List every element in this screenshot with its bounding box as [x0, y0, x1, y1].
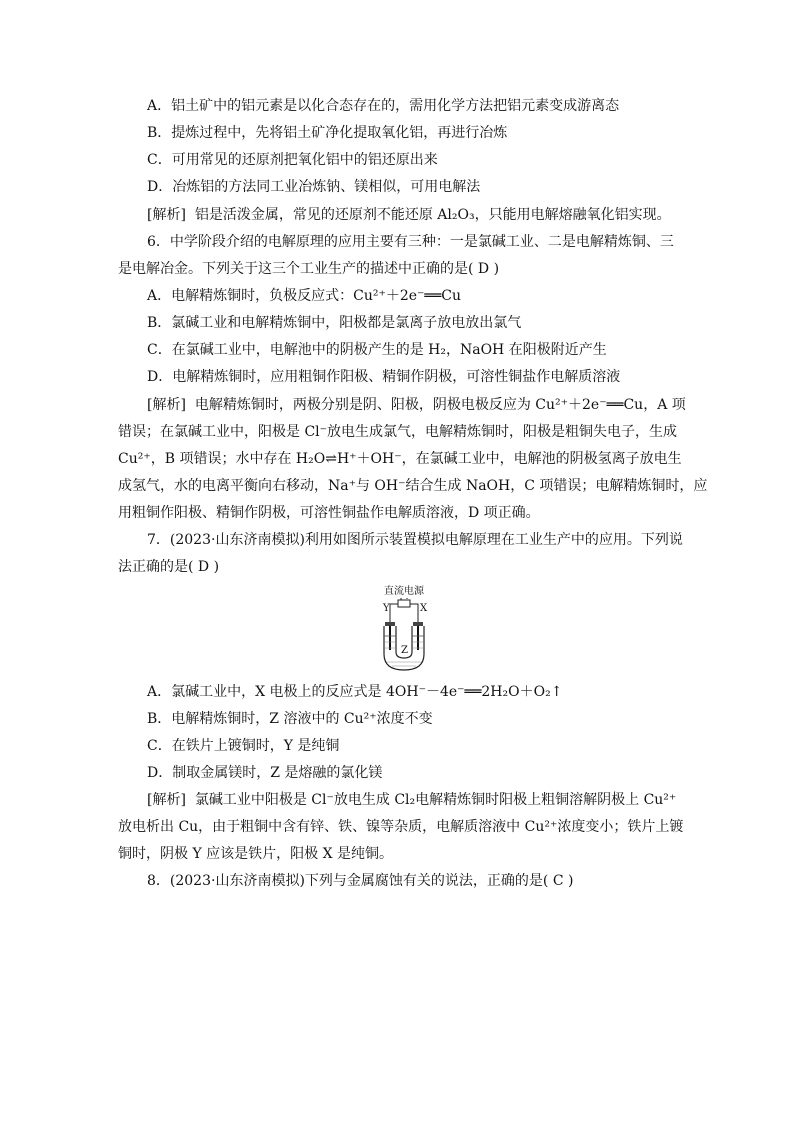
q6-stem-line-1: 6．中学阶段介绍的电解原理的应用主要有三种：一是氯碱工业、二是电解精炼铜、三 [147, 234, 674, 250]
q6-analysis-line-4: 成氢气，水的电离平衡向右移动，Na⁺与 OH⁻结合生成 NaOH，C 项错误；电解精炼铜时，应 [118, 478, 708, 494]
analysis-tag: [ 解析 ] [147, 792, 186, 808]
q7-option-b: B．电解精炼铜时，Z 溶液中的 Cu²⁺浓度不变 [147, 711, 433, 727]
q6-option-a: A．电解精炼铜时，负极反应式：Cu²⁺＋2e⁻══Cu [147, 288, 462, 304]
left-stopper [385, 622, 395, 626]
wire-right [410, 604, 418, 622]
q7-stem-line-2: 法正确的是( D ) [118, 559, 220, 575]
q6-analysis-line-2: 错误；在氯碱工业中，阳极是 Cl⁻放电生成氯气，电解精炼铜时，阳极是粗铜失电子，生成 [118, 424, 678, 440]
q5-option-d: D．冶炼铝的方法同工业冶炼钠、镁相似，可用电解法 [147, 179, 481, 195]
q7-option-d: D．制取金属镁时，Z 是熔融的氯化镁 [147, 765, 383, 781]
q7-analysis-line-2: 放电析出 Cu，由于粗铜中含有锌、铁、镍等杂质，电解质溶液中 Cu²⁺浓度变小；铁片上镀 [118, 819, 684, 835]
analysis-text: 氯碱工业中阳极是 Cl⁻放电生成 Cl₂电解精炼铜时阳极上粗铜溶解阴极上 Cu²⁺ [194, 792, 677, 808]
q7-option-c: C．在铁片上镀铜时，Y 是纯铜 [147, 738, 340, 754]
q8-stem: 8．(2023·山东济南模拟)下列与金属腐蚀有关的说法，正确的是( C ) [147, 873, 574, 889]
q6-analysis-line-5: 用粗铜作阳极、精铜作阴极，可溶性铜盐作电解质溶液，D 项正确。 [118, 505, 540, 521]
q5-option-c: C．可用常见的还原剂把氧化铝中的铝还原出来 [147, 152, 438, 168]
q7-analysis-line-1 [147, 791, 676, 809]
apparatus-diagram [360, 584, 448, 674]
analysis-text: 铝是活泼金属，常见的还原剂不能还原 Al₂O₃，只能用电解熔融氧化铝实现。 [194, 207, 671, 223]
q6-analysis-line-1 [147, 396, 686, 414]
power-source-label: 直流电源 [384, 586, 424, 597]
wire-left [390, 604, 398, 622]
electrode-y-label: Y [383, 603, 390, 614]
q6-option-b: B．氯碱工业和电解精炼铜中，阳极都是氯离子放电放出氯气 [147, 315, 522, 331]
power-source-icon [398, 600, 410, 607]
q7-option-a: A．氯碱工业中，X 电极上的反应式是 4OH⁻－4e⁻══2H₂O＋O₂↑ [147, 684, 563, 700]
q7-stem-line-1: 7．(2023·山东济南模拟)利用如图所示装置模拟电解原理在工业生产中的应用。下列说 [147, 532, 683, 548]
electrode-x-label: X [420, 603, 428, 614]
q6-option-c: C．在氯碱工业中，电解池中的阴极产生的是 H₂，NaOH 在阳极附近产生 [147, 342, 607, 358]
q5-analysis [147, 206, 671, 224]
analysis-text: 电解精炼铜时，两极分别是阴、阳极，阴极电极反应为 Cu²⁺＋2e⁻══Cu，A 项 [194, 397, 686, 413]
solution-z-label: Z [401, 645, 408, 656]
q5-option-a: A．铝土矿中的铝元素是以化合态存在的，需用化学方法把铝元素变成游离态 [147, 98, 620, 114]
q6-stem-line-2: 是电解冶金。下列关于这三个工业生产的描述中正确的是( D ) [118, 261, 500, 277]
electrolysis-apparatus-figure [360, 584, 448, 674]
analysis-tag: [ 解析 ] [147, 397, 186, 413]
analysis-tag: [ 解析 ] [147, 207, 186, 223]
right-stopper [413, 622, 423, 626]
q7-analysis-line-3: 铜时，阴极 Y 应该是铁片，阳极 X 是纯铜。 [118, 846, 394, 862]
q6-option-d: D．电解精炼铜时，应用粗铜作阳极、精铜作阴极，可溶性铜盐作电解质溶液 [147, 369, 621, 385]
q5-option-b: B．提炼过程中，先将铝土矿净化提取氧化铝，再进行冶炼 [147, 125, 508, 141]
q6-analysis-line-3: Cu²⁺，B 项错误；水中存在 H₂O⇌H⁺＋OH⁻，在氯碱工业中，电解池的阴极氢离子放电生 [118, 451, 682, 467]
